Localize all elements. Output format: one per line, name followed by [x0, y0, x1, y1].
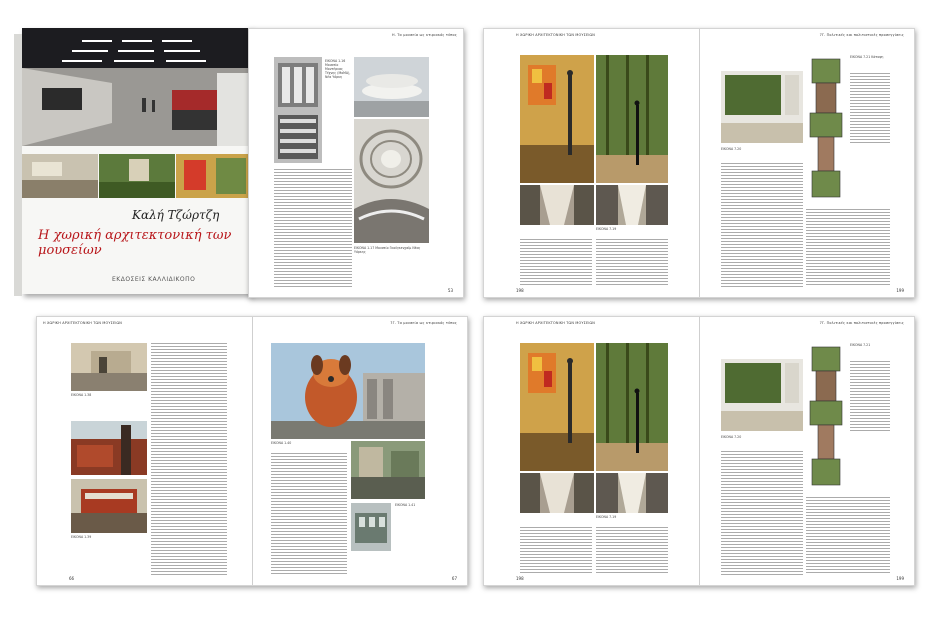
page-number-right: 199 [896, 576, 904, 581]
running-header-right: 7Γ. Πολιτικές και πολιτιστικές προσεγγίσεις [819, 33, 904, 37]
floor-plan-image [806, 343, 846, 493]
spread-giacometti-bottom [483, 316, 915, 586]
caption-fig-7-20: ΕΙΚΟΝΑ 7.20 [721, 435, 742, 439]
body-text-right-1 [721, 163, 803, 287]
running-header-left: Η ΧΩΡΙΚΗ ΑΡΧΙΤΕΚΤΟΝΙΚΗ ΤΩΝ ΜΟΥΣΕΙΩΝ [516, 321, 596, 325]
caption-fig-7-19: ΕΙΚΟΝΑ 7.19 [596, 515, 617, 519]
cover-publisher: ΕΚΔΟΣΕΙΣ ΚΑΛΛΙΔΙΚΟΠΟ [112, 276, 196, 283]
body-text-right [271, 453, 347, 575]
photo-window-garden [596, 343, 668, 471]
body-text-right-2 [806, 497, 890, 575]
cover-photo-strip-2 [99, 154, 175, 198]
caption-text-block [850, 73, 890, 143]
page-number: 53 [447, 288, 453, 293]
photo-window-garden [596, 55, 668, 183]
page-number-right: 67 [451, 576, 457, 581]
cover-title: Η χωρική αρχιτεκτονική των μουσείων [38, 228, 232, 258]
caption-2: ΕΙΚΟΝΑ 1.17 Μουσείο Γκούγκενχαϊμ Νέας Υόρκης [354, 246, 421, 254]
photo-corridor-2 [596, 473, 668, 513]
running-header: Η. Τα μουσεία ως κτιριακός τύπος [391, 33, 457, 37]
photo-guggenheim-interior [354, 119, 429, 243]
running-header-right: 7Γ. Τα μουσεία ως κτιριακός τύπος [390, 321, 457, 325]
photo-museum-stone [71, 343, 147, 391]
photo-museum-brick [71, 421, 147, 475]
photo-gallery-window [721, 359, 803, 431]
body-text-left [151, 343, 227, 575]
photo-building-bw [274, 57, 322, 163]
caption-fig-7-21: ΕΙΚΟΝΑ 7.21 [850, 343, 871, 347]
spread-guggenheim [248, 28, 464, 298]
caption-fig-7-21: ΕΙΚΟΝΑ 7.21 Κάτοψη [850, 55, 884, 59]
caption-fig-1-39: ΕΙΚΟΝΑ 1.39 [71, 535, 92, 539]
photo-corridor-1 [520, 185, 594, 225]
body-text-left-2 [596, 527, 668, 575]
caption-fig-7-19: ΕΙΚΟΝΑ 7.19 [596, 227, 617, 231]
body-text-column [274, 169, 352, 287]
photo-puppy-sculpture [271, 343, 425, 439]
caption-text-block [850, 361, 890, 431]
running-header-right: 7Γ. Πολιτικές και πολιτιστικές προσεγγίσεις [819, 321, 904, 325]
caption-fig-7-20: ΕΙΚΟΝΑ 7.20 [721, 147, 742, 151]
gutter [252, 317, 253, 585]
book-spine [14, 34, 22, 296]
photo-gallery-window [721, 71, 803, 143]
cover-photo-strip-1 [22, 154, 98, 198]
caption-fig-1-40: ΕΙΚΟΝΑ 1.40 [271, 441, 292, 445]
cover-gallery-photo [22, 28, 252, 146]
photo-gallery-interior [351, 441, 425, 499]
page-number-left: 198 [516, 576, 524, 581]
page-number-right: 199 [896, 288, 904, 293]
photo-museum-modern [71, 479, 147, 533]
caption-fig-1-41: ΕΙΚΟΝΑ 1.41 [395, 503, 416, 507]
floor-plan-image [806, 55, 846, 205]
body-text-right-1 [721, 451, 803, 575]
photo-sculpture-painting [520, 55, 594, 183]
photo-modern-building [351, 503, 391, 551]
body-text-left-1 [520, 239, 592, 287]
page-number-left: 66 [69, 576, 75, 581]
cover-photo-strip-3 [176, 154, 252, 198]
spread-giacometti-top [483, 28, 915, 298]
gallery-interior-image [22, 28, 252, 146]
body-text-left-1 [520, 527, 592, 575]
gutter [699, 317, 700, 585]
caption-1: ΕΙΚΟΝΑ 1.16 Μουσείο Μοντέρνας Τέχνης (ΜοΜΑ), Νέα Υόρκη [325, 59, 351, 79]
running-header-left: Η ΧΩΡΙΚΗ ΑΡΧΙΤΕΚΤΟΝΙΚΗ ΤΩΝ ΜΟΥΣΕΙΩΝ [43, 321, 123, 325]
body-text-right-2 [806, 209, 890, 287]
photo-corridor-1 [520, 473, 594, 513]
photo-corridor-2 [596, 185, 668, 225]
photo-guggenheim-exterior [354, 57, 429, 117]
running-header-left: Η ΧΩΡΙΚΗ ΑΡΧΙΤΕΚΤΟΝΙΚΗ ΤΩΝ ΜΟΥΣΕΙΩΝ [516, 33, 596, 37]
page-number-left: 198 [516, 288, 524, 293]
cover-author: Καλή Τζώρτζη [132, 208, 220, 222]
photo-sculpture-painting [520, 343, 594, 471]
body-text-left-2 [596, 239, 668, 287]
caption-fig-1-38: ΕΙΚΟΝΑ 1.38 [71, 393, 92, 397]
book-cover [22, 28, 252, 294]
gutter [699, 29, 700, 297]
spread-puppy [36, 316, 468, 586]
